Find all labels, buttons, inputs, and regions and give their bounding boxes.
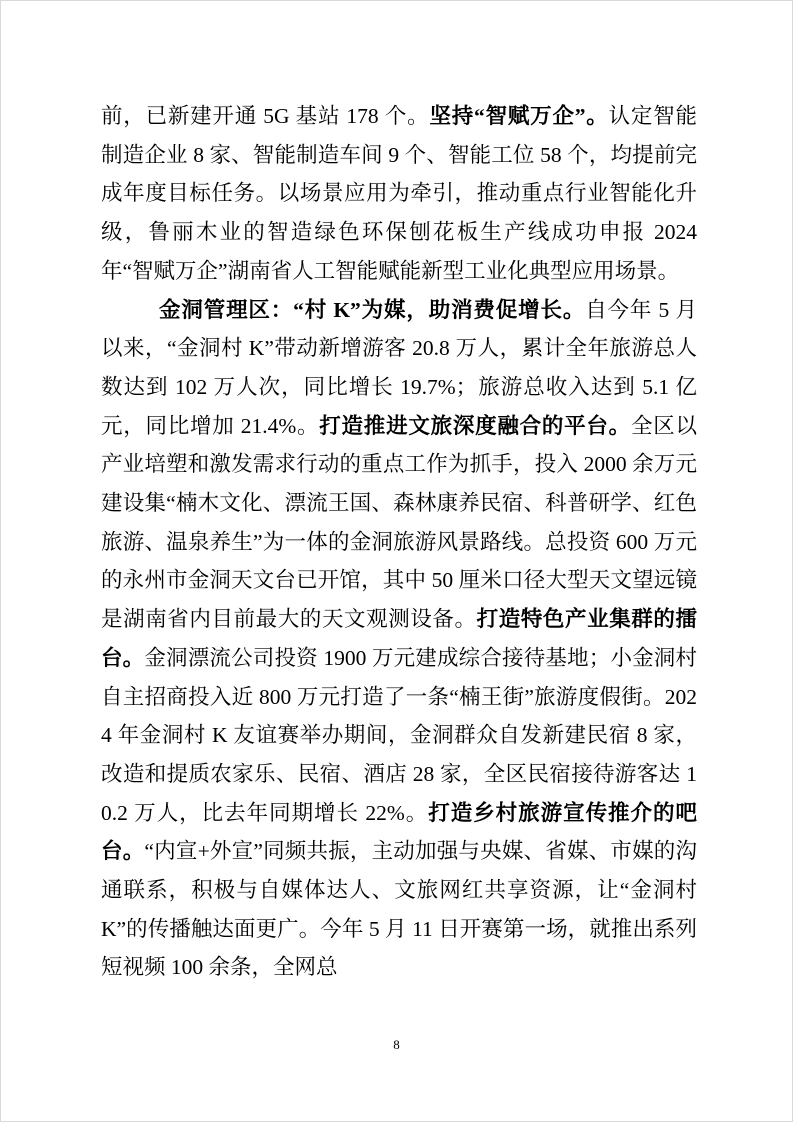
body-text-run: 金洞漂流公司投资 1900 万元建成综合接待基地；小金洞村自主招商投入近 800 万元打造了一条“楠王街”旅游度假街。2024 年金洞村 K 友谊赛举办期间，金洞群众自发新建民宿 8 家，改造和提质农家乐、民宿、酒店 28 家，全区民宿接待游客达 10.2 万人，比去年同期增长 22%。 xyxy=(101,645,697,825)
body-text-run: 认定智能制造企业 8 家、智能制造车间 9 个、智能工位 58 个，均提前完成年度目标任务。以场景应用为牵引，推动重点行业智能化升级，鲁丽木业的智造绿色环保刨花板生产线成功申报 2024 年“智赋万企”湖南省人工智能赋能新型工业化典型应用场景。 xyxy=(101,104,697,283)
bold-phrase-industry-cluster: 打造特色产业集群的擂台。 xyxy=(101,607,697,670)
bold-phrase-wenlv-platform: 打造推进文旅深度融合的平台。 xyxy=(319,413,631,438)
bold-phrase-zhifu-wanqi: 坚持“智赋万企”。 xyxy=(429,104,609,128)
bold-section-lead-jindong: 金洞管理区：“村 K”为媒，助消费促增长。 xyxy=(159,297,586,322)
text-block xyxy=(101,97,697,987)
page-number: 8 xyxy=(393,1037,400,1052)
bold-phrase-tourism-promotion: 打造乡村旅游宣传推介的吧台。 xyxy=(101,800,697,864)
body-text-run: 全区以产业培塑和激发需求行动的重点工作为抓手，投入 2000 余万元建设集“楠木文化、漂流王国、森林康养民宿、科普研学、红色旅游、温泉养生”为一体的金洞旅游风景路线。总投资 600 万元的永州市金洞天文台已开馆，其中 50 厘米口径大型天文望远镜是湖南省内目前最大的天文观测设备。 xyxy=(101,413,697,632)
paragraph-jindong-district xyxy=(101,291,697,988)
body-text-run: 自今年 5 月以来，“金洞村 K”带动新增游客 20.8 万人，累计全年旅游总人数达到 102 万人次，同比增长 19.7%；旅游总收入达到 5.1 亿元，同比增加 21.4%。 xyxy=(101,297,697,438)
body-text-run: 前，已新建开通 5G 基站 178 个。 xyxy=(101,104,430,128)
paragraph-industry-continuation xyxy=(101,97,697,291)
body-text-run: “内宣+外宣”同频共振，主动加强与央媒、省媒、市媒的沟通联系，积极与自媒体达人、文旅网红共享资源，让“金洞村 K”的传播触达面更广。今年 5 月 11 日开赛第一场，就推出系列短视频 100 余条，全网总 xyxy=(101,839,697,980)
